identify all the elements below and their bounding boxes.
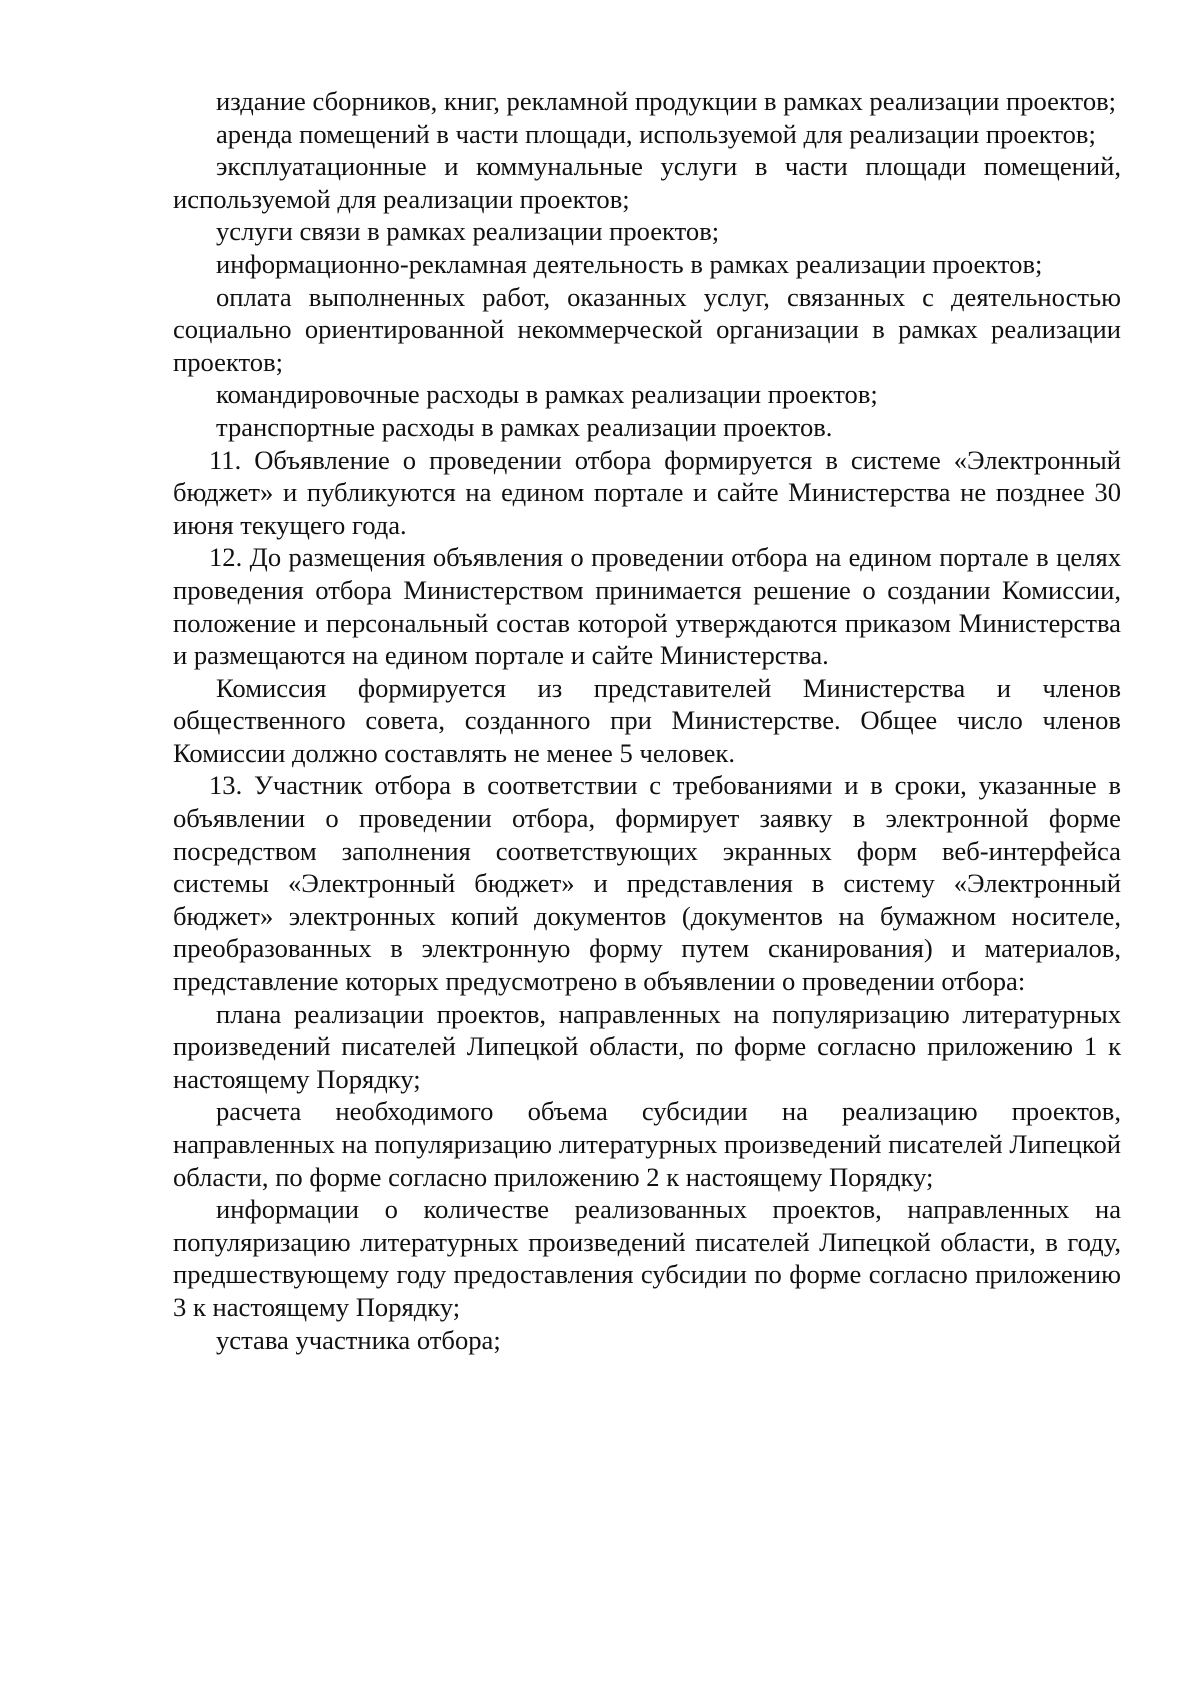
paragraph-communication: услуги связи в рамках реализации проектов; <box>216 216 720 247</box>
paragraph-premises-rent: аренда помещений в части площади, используемой для реализации проектов; <box>216 118 1096 149</box>
paragraph-transport-expenses: транспортные расходы в рамках реализации проектов. <box>216 411 833 442</box>
paragraph-publishing: издание сборников, книг, рекламной продукции в рамках реализации проектов; <box>216 86 1117 116</box>
document-page <box>173 85 1121 1356</box>
paragraph-commission: Комиссия формируется из представителей Министерства и членов общественного совета, созданного при Министерстве. Общее число членов Комиссии должно составлять не менее 5 человек. <box>173 672 1121 768</box>
paragraph-projects-information: информации о количестве реализованных проектов, направленных на популяризацию литературных произведений писателей Липецкой области, в году, предшествующему году предоставления субсидии по форме согласно приложению 3 к настоящему Порядку; <box>173 1194 1121 1322</box>
paragraph-advertising: информационно-рекламная деятельность в рамках реализации проектов; <box>216 248 1043 279</box>
paragraph-item-13: 13. Участник отбора в соответствии с требованиями и в сроки, указанные в объявлении о проведении отбора, формирует заявку в электронной форме посредством заполнения соответствующих экранных форм веб-интерфейса системы «Электронный бюджет» и представления в систему «Электронный бюджет» электронных копий документов (документов на бумажном носителе, преобразованных в электронную форму путем сканирования) и материалов, представление которых предусмотрено в объявлении о проведении отбора: <box>173 770 1121 997</box>
paragraph-charter: устава участника отбора; <box>216 1324 501 1355</box>
paragraph-project-plan: плана реализации проектов, направленных на популяризацию литературных произведений писателей Липецкой области, по форме согласно приложению 1 к настоящему Порядку; <box>173 998 1121 1094</box>
paragraph-item-12: 12. До размещения объявления о проведении отбора на едином портале в целях проведения отбора Министерством принимается решение о создании Комиссии, положение и персональный состав которой утверждаются приказом Министерства и размещаются на едином портале и сайте Министерства. <box>173 542 1121 671</box>
paragraph-subsidy-calculation: расчета необходимого объема субсидии на реализацию проектов, направленных на популяризацию литературных произведений писателей Липецкой области, по форме согласно приложению 2 к настоящему Порядку; <box>173 1096 1121 1192</box>
paragraph-item-11: 11. Объявление о проведении отбора формируется в системе «Электронный бюджет» и публикуются на едином портале и сайте Министерства не позднее 30 июня текущего года. <box>173 444 1121 540</box>
paragraph-travel-expenses: командировочные расходы в рамках реализации проектов; <box>216 379 878 410</box>
paragraph-works-payment: оплата выполненных работ, оказанных услуг, связанных с деятельностью социально ориентированной некоммерческой организации в рамках реализации проектов; <box>173 281 1121 377</box>
paragraph-utilities: эксплуатационные и коммунальные услуги в части площади помещений, используемой для реализации проектов; <box>173 151 1121 214</box>
